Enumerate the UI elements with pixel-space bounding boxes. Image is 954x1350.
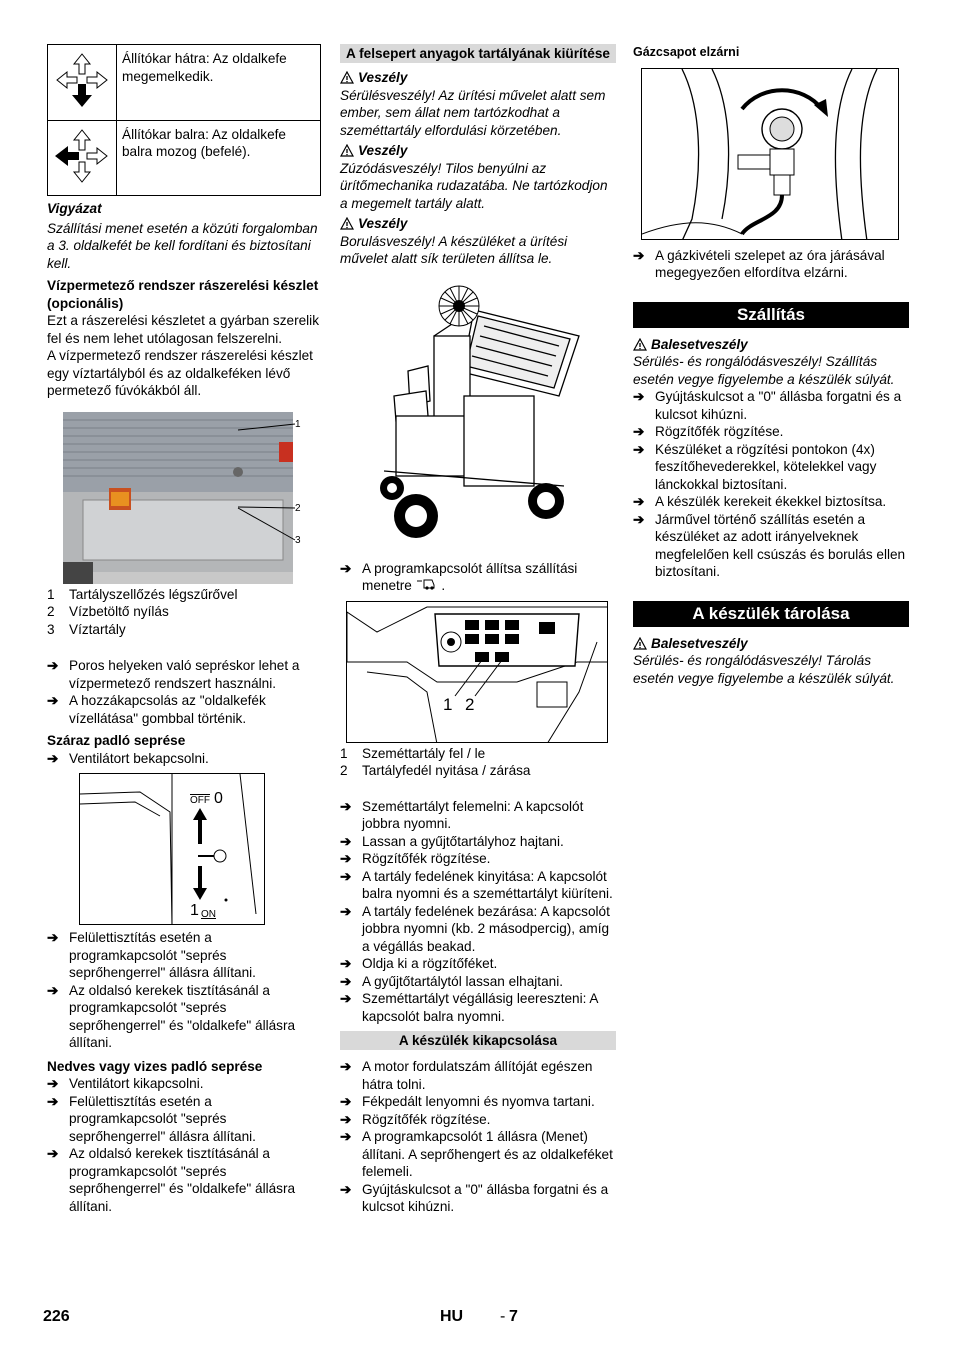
warning-text: Sérülés- és rongálódásveszély! Tárolás esetén vegye figyelembe a készülék súlyát. (633, 653, 895, 686)
warning-title: Balesetveszély (651, 336, 748, 352)
switch-on-label: ON (201, 909, 216, 920)
list-item: ➔ A gázkivételi szelepet az óra járásával megegyezően elfordítva elzárni. (633, 247, 885, 280)
arrow-right-icon: ➔ (340, 868, 352, 884)
arrow-right-icon: ➔ (340, 1059, 352, 1074)
warning-triangle-icon (633, 637, 647, 650)
warning-block (340, 215, 616, 268)
arrow-right-icon: ➔ (633, 511, 645, 527)
warning-block (633, 635, 909, 688)
water-tank-photo (63, 412, 319, 584)
figure-label: 3 (295, 534, 301, 546)
column-2 (340, 44, 616, 1216)
arrow-right-icon: ➔ (633, 441, 645, 457)
list-item: ➔ Rögzítőfék rögzítése. (340, 851, 491, 866)
table-cell-text: Állítókar balra: Az oldalkefe balra mozog (befelé). (117, 120, 321, 196)
transport-bullets (633, 388, 909, 581)
arrow-right-icon: ➔ (340, 1129, 352, 1144)
arrow-cross-left-icon (48, 120, 117, 196)
tank-legend (47, 586, 321, 639)
gas-valve-figure (641, 68, 899, 240)
arrow-right-icon: ➔ (340, 903, 352, 919)
table-row (48, 45, 321, 121)
legend-item: 2 Tartályfedél nyitása / zárása (340, 763, 531, 778)
empty-bullets (340, 798, 616, 1026)
transport-mode-icon (416, 578, 438, 590)
warning-text: Borulásveszély! A készüléket a ürítési művelet alatt sík területen állítsa le. (340, 233, 568, 266)
switch-off-number: 0 (214, 790, 223, 807)
list-item: ➔ A programkapcsolót állítsa szállítási menetre . (340, 560, 578, 593)
table-cell-text: Állítókar hátra: Az oldalkefe megemelkedik. (117, 45, 321, 121)
footer-separator: - (500, 1308, 506, 1325)
list-item: ➔ Szeméttartályt végállásig leereszteni: A kapcsolót balra nyomni. (340, 991, 598, 1024)
arrow-right-icon: ➔ (340, 1181, 352, 1197)
warning-title: Balesetveszély (651, 635, 748, 651)
figure-label: 1 (295, 418, 301, 430)
shutdown-bullets (340, 1058, 616, 1216)
arrow-right-icon: ➔ (633, 424, 645, 439)
list-item: ➔ Az oldalsó kerekek tisztításánál a programkapcsolót "seprés seprőhengerrel" és "oldalkefe" állásra állítani. (47, 1146, 296, 1214)
arrow-right-icon: ➔ (47, 930, 59, 945)
warning-text: Sérülésveszély! Az ürítési művelet alatt sem ember, sem állat nem tartózkodhat a szeméttartály elfordulási körzetében. (340, 87, 606, 138)
figure-label: 1 (443, 694, 453, 714)
warning-block (340, 142, 616, 212)
list-item: ➔ Felülettisztítás esetén a programkapcsolót "seprés seprőhengerrel" állásra állítani. (47, 930, 256, 980)
arrow-right-icon: ➔ (340, 1111, 352, 1127)
warning-triangle-icon (633, 338, 647, 351)
legend-item: 1 Szeméttartály fel / le (340, 745, 486, 761)
spray-paragraph-1: Ezt a rászerelési készletet a gyárban szerelik fel és nem lehet utólagosan felszerelni. (47, 313, 319, 346)
list-item: ➔ Fékpedált lenyomni és nyomva tartani. (340, 1094, 595, 1109)
section-heading: A készülék tárolása (633, 601, 909, 627)
list-item: ➔ A hozzákapcsolás az "oldalkefék vízellátása" gombbal történik. (47, 693, 266, 726)
warning-title: Veszély (358, 70, 408, 85)
list-item: ➔ Ventilátort bekapcsolni. (47, 750, 209, 766)
arrow-right-icon: ➔ (340, 991, 352, 1006)
spray-heading: Vízpermetező rendszer rászerelési készlet (opcionális) (47, 278, 319, 311)
section-heading: Szállítás (633, 302, 909, 328)
fan-switch-figure (79, 773, 265, 925)
warning-block (633, 336, 909, 389)
arrow-right-icon: ➔ (47, 982, 59, 998)
dry-bullets (47, 929, 321, 1052)
list-item: ➔ Rögzítőfék rögzítése. (340, 1111, 491, 1127)
list-item: ➔ A készülék kerekeit ékekkel biztosítsa. (633, 494, 887, 509)
column-3 (633, 44, 909, 687)
list-item: ➔ Rögzítőfék rögzítése. (633, 424, 784, 439)
wet-heading: Nedves vagy vizes padló seprése (47, 1058, 263, 1074)
spray-bullets (47, 657, 321, 727)
arrow-right-icon: ➔ (340, 833, 352, 849)
arrow-right-icon: ➔ (340, 973, 352, 989)
arrow-right-icon: ➔ (340, 560, 352, 576)
warning-triangle-icon (340, 217, 354, 230)
arrow-right-icon: ➔ (47, 750, 59, 766)
lever-table (47, 44, 321, 196)
arrow-cross-down-icon (48, 45, 117, 121)
arrow-right-icon: ➔ (340, 1094, 352, 1109)
list-item: ➔ A gyűjtőtartálytól lassan elhajtani. (340, 973, 564, 989)
arrow-right-icon: ➔ (633, 389, 645, 404)
switch-on-number: 1 (190, 902, 199, 919)
figure-label: 2 (295, 502, 301, 514)
control-panel-figure (346, 601, 608, 743)
list-item: ➔ A tartály fedelének kinyitása: A kapcsolót balra nyomni és a szeméttartályt kiüríteni. (340, 868, 613, 901)
list-item: ➔ A motor fordulatszám állítóját egészen hátra tolni. (340, 1059, 593, 1092)
list-item: ➔ Szeméttartályt felemelni: A kapcsolót jobbra nyomni. (340, 798, 584, 831)
caution-title: Vigyázat (47, 201, 102, 216)
list-item: ➔ Poros helyeken való sepréskor lehet a vízpermetező rendszert használni. (47, 658, 300, 691)
list-item: ➔ Gyújtáskulcsot a "0" állásba forgatni és a kulcsot kihúzni. (633, 389, 902, 422)
legend-item: 2 Vízbetöltő nyílás (47, 604, 169, 619)
section-heading: A készülék kikapcsolása (340, 1031, 616, 1050)
table-row (48, 120, 321, 196)
caution-text: Szállítási menet esetén a közúti forgalomban a 3. oldalkefét be kell fordítani és biztosítani kell. (47, 220, 318, 271)
arrow-right-icon: ➔ (47, 658, 59, 673)
arrow-right-icon: ➔ (47, 1093, 59, 1109)
list-item: ➔ Az oldalsó kerekek tisztításánál a programkapcsolót "seprés seprőhengerrel" és "oldalkefe" állásra állítani. (47, 982, 296, 1050)
list-item: ➔ A tartály fedelének bezárása: A kapcsolót jobbra nyomni (kb. 2 másodpercig), amíg a végállás beakad. (340, 903, 610, 954)
arrow-right-icon: ➔ (47, 1076, 59, 1091)
legend-item: 1 Tartályszellőzés légszűrővel (47, 586, 238, 602)
warning-title: Veszély (358, 216, 408, 231)
arrow-right-icon: ➔ (340, 851, 352, 866)
warning-triangle-icon (340, 71, 354, 84)
list-item: ➔ Készüléket a rögzítési pontokon (4x) feszítőhevederekkel, kötelekkel vagy lánckokkal biztosítani. (633, 441, 877, 492)
warning-title: Veszély (358, 143, 408, 158)
dry-heading: Száraz padló seprése (47, 733, 186, 748)
language-code: HU (440, 1308, 464, 1325)
switch-off-label: $\overline{OFF}$ (190, 795, 210, 806)
warning-text: Sérülés- és rongálódásveszély! Szállítás esetén vegye figyelembe a készülék súlyát. (633, 354, 895, 387)
spray-paragraph-2: A vízpermetező rendszer rászerelési készlet egy víztartályból és az oldalkeféken lévő permetező fúvókákból áll. (47, 348, 313, 398)
warning-text: Zúzódásveszély! Tilos benyúlni az ürítőmechanika rudazatába. Ne tartózkodjon a megemelt tartály alatt. (340, 160, 608, 211)
panel-legend (340, 745, 616, 780)
list-item: ➔ Járművel történő szállítás esetén a készüléket az adott irányelveknek megfelelően kell csúszás és borulás ellen biztosítani. (633, 511, 906, 579)
sweeper-tipping-illustration (364, 276, 594, 548)
wet-bullets (47, 1075, 321, 1215)
arrow-right-icon: ➔ (47, 693, 59, 708)
figure-label: 2 (465, 694, 475, 714)
page-number: 226 (43, 1308, 70, 1325)
legend-item: 3 Víztartály (47, 621, 126, 637)
list-item: ➔ Gyújtáskulcsot a "0" állásba forgatni és a kulcsot kihúzni. (340, 1181, 609, 1214)
list-item: ➔ Ventilátort kikapcsolni. (47, 1076, 204, 1091)
column-1 (47, 44, 321, 1215)
warning-triangle-icon (340, 144, 354, 157)
warning-block (340, 69, 616, 139)
section-page-number: 7 (509, 1308, 518, 1325)
arrow-right-icon: ➔ (340, 956, 352, 971)
arrow-right-icon: ➔ (633, 494, 645, 509)
arrow-right-icon: ➔ (47, 1146, 59, 1161)
arrow-right-icon: ➔ (340, 798, 352, 814)
gas-heading: Gázcsapot elzárni (633, 45, 740, 59)
arrow-right-icon: ➔ (633, 247, 645, 263)
list-item: ➔ Oldja ki a rögzítőféket. (340, 956, 498, 971)
list-item: ➔ Lassan a gyűjtőtartályhoz hajtani. (340, 833, 564, 849)
section-heading: A felsepert anyagok tartályának kiürítése (340, 44, 616, 63)
list-item: ➔ A programkapcsolót 1 állásra (Menet) állítani. A seprőhengert és az oldalkeféket felemeli. (340, 1129, 613, 1179)
list-item: ➔ Felülettisztítás esetén a programkapcsolót "seprés seprőhengerrel" állásra állítani. (47, 1093, 256, 1144)
